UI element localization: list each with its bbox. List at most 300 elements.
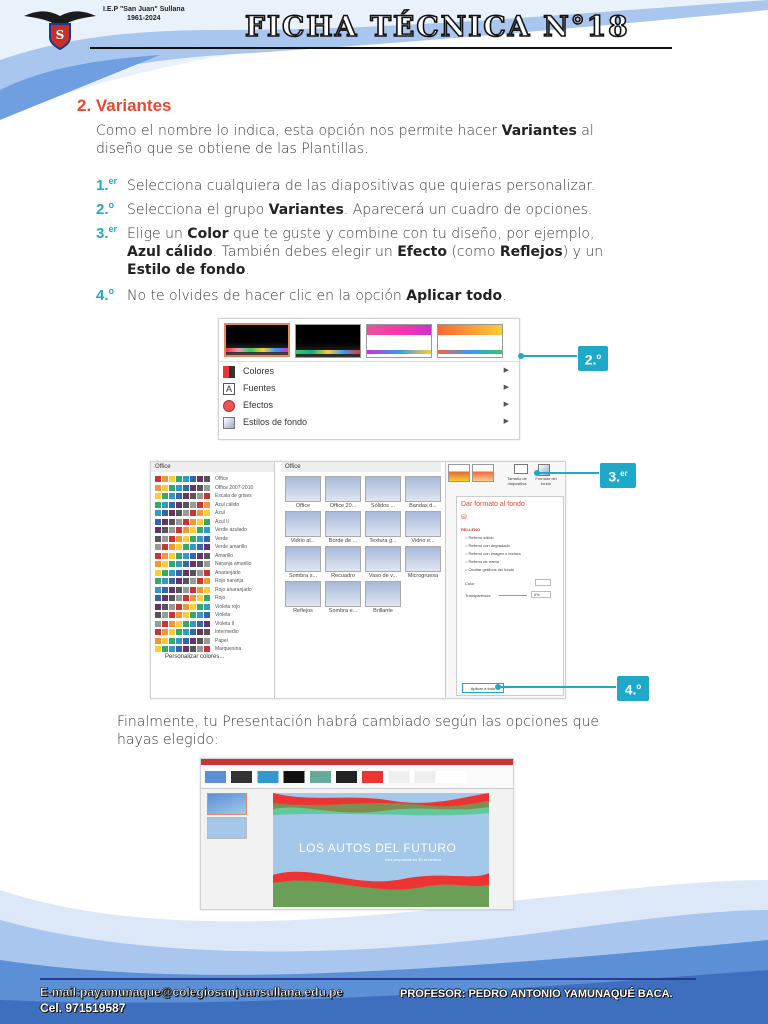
palette-row[interactable]	[155, 510, 225, 517]
step-number-sup: o	[108, 200, 115, 210]
color-swatch	[204, 612, 210, 618]
palette-row[interactable]	[155, 485, 253, 492]
effect-tile[interactable]	[285, 546, 321, 572]
step-text: que te guste y combine con tu diseño, por ejemplo,	[228, 226, 595, 242]
fill-option[interactable]	[465, 535, 494, 540]
menu-item-colores[interactable]	[221, 363, 517, 379]
palette-row[interactable]	[155, 646, 241, 653]
effect-label: Brillante	[373, 608, 393, 614]
color-swatch	[162, 638, 168, 644]
step-bold: Estilo de fondo	[127, 262, 246, 278]
intro-paragraph	[96, 122, 696, 158]
callout-line-2	[521, 355, 577, 357]
color-swatch	[190, 595, 196, 601]
slide-size-button[interactable]: Tamaño de diapositiva	[507, 476, 527, 486]
fill-option[interactable]	[465, 567, 514, 572]
effect-label: Sombra s...	[288, 573, 318, 579]
color-swatch	[155, 510, 161, 516]
palette-name: Marquesina	[215, 646, 242, 653]
palette-row[interactable]	[155, 519, 229, 526]
effect-label: Vidrio e...	[411, 538, 435, 544]
palette-name: Azul II	[215, 518, 229, 525]
color-swatch	[204, 578, 210, 584]
color-swatch	[169, 578, 175, 584]
badge-number: 3.	[608, 468, 621, 485]
mini-variant[interactable]	[472, 464, 494, 482]
color-swatch	[155, 476, 161, 482]
color-swatch	[183, 536, 189, 542]
color-swatch	[169, 502, 175, 508]
palette-row[interactable]	[155, 527, 247, 534]
mini-variant[interactable]	[448, 464, 470, 482]
color-swatch	[162, 519, 168, 525]
intro-text: diseño que se obtiene de las Plantillas.	[96, 141, 369, 157]
color-swatch	[169, 646, 175, 652]
color-swatch	[176, 502, 182, 508]
color-swatch	[162, 553, 168, 559]
palette-row[interactable]	[155, 604, 240, 611]
step-bold: Variantes	[268, 202, 344, 218]
color-picker[interactable]	[535, 579, 551, 586]
color-swatch	[197, 638, 203, 644]
customize-colors-link[interactable]: Personalizar colores...	[165, 654, 225, 660]
step-1-number	[96, 176, 117, 194]
color-swatch	[162, 646, 168, 652]
transparency-label: Transparencia	[465, 593, 491, 598]
color-swatch	[190, 646, 196, 652]
color-swatch	[169, 485, 175, 491]
color-swatch	[155, 527, 161, 533]
step-text: .	[502, 288, 507, 304]
color-swatch	[162, 587, 168, 593]
color-swatch	[197, 587, 203, 593]
effect-tile[interactable]	[325, 476, 361, 502]
header-divider	[90, 47, 672, 49]
color-swatch	[204, 536, 210, 542]
palette-row[interactable]	[155, 587, 252, 594]
slide-thumbnail[interactable]	[207, 817, 247, 839]
color-swatch	[176, 527, 182, 533]
color-swatch	[169, 604, 175, 610]
color-swatch	[204, 629, 210, 635]
fill-option-label: Ocultar gráficos del fondo	[468, 567, 515, 572]
color-swatch	[190, 578, 196, 584]
svg-text:S: S	[55, 28, 65, 42]
step-text: ) y un	[562, 244, 604, 260]
color-swatch	[176, 604, 182, 610]
palette-row[interactable]	[155, 553, 233, 560]
callout-dot	[518, 353, 524, 359]
palette-row[interactable]	[155, 502, 239, 509]
effects-gallery	[281, 462, 441, 612]
effect-tile[interactable]	[325, 581, 361, 607]
palette-name: Escala de grises	[215, 493, 252, 500]
color-swatch	[176, 476, 182, 482]
variant-thumbnail[interactable]	[366, 324, 432, 358]
color-swatch	[169, 621, 175, 627]
color-swatch	[162, 485, 168, 491]
color-swatch	[204, 553, 210, 559]
menu-item-fuentes[interactable]	[221, 380, 517, 396]
color-swatch	[162, 570, 168, 576]
color-swatch	[183, 553, 189, 559]
color-swatch	[197, 493, 203, 499]
callout-line-4	[498, 686, 616, 688]
palette-row[interactable]	[155, 578, 243, 585]
options-panel-screenshot	[150, 461, 566, 699]
color-swatch	[176, 510, 182, 516]
color-swatch	[183, 638, 189, 644]
color-swatch	[190, 570, 196, 576]
callout-badge-3	[600, 463, 636, 488]
color-swatch	[183, 476, 189, 482]
paint-bucket-icon: ⛁	[461, 513, 467, 521]
color-swatch	[190, 476, 196, 482]
intro-bold: Variantes	[501, 123, 577, 139]
callout-badge-2	[578, 346, 608, 371]
chevron-right-icon: ▶	[503, 401, 509, 408]
color-swatch	[190, 510, 196, 516]
effect-label: Borde de ...	[328, 538, 358, 544]
effect-tile[interactable]	[365, 546, 401, 572]
palette-row[interactable]	[155, 544, 247, 551]
color-swatch	[176, 519, 182, 525]
color-swatch	[169, 476, 175, 482]
fill-option-label: Relleno con imagen o textura	[468, 551, 521, 556]
color-swatch	[190, 536, 196, 542]
color-swatch	[204, 519, 210, 525]
color-swatch	[183, 612, 189, 618]
step-3-text	[127, 225, 717, 279]
menu-item-estilos-fondo[interactable]	[221, 414, 517, 430]
menu-divider	[219, 361, 519, 362]
step-text: . También debes elegir un	[212, 244, 398, 260]
color-swatch	[169, 536, 175, 542]
badge-sup: er	[620, 469, 628, 478]
palette-name: Violeta	[215, 612, 231, 619]
color-swatch	[155, 536, 161, 542]
effect-label: Bandas d...	[409, 503, 437, 509]
palette-name: Intermedio	[215, 629, 239, 636]
color-swatch	[169, 587, 175, 593]
color-swatch	[176, 595, 182, 601]
color-swatch	[162, 544, 168, 550]
color-swatch	[197, 536, 203, 542]
step-bold: Reflejos	[499, 244, 563, 260]
color-swatch	[176, 544, 182, 550]
color-swatch	[197, 485, 203, 491]
color-swatch	[183, 510, 189, 516]
color-swatch	[162, 578, 168, 584]
effect-label: Microgruesa	[407, 573, 439, 579]
color-swatch	[190, 621, 196, 627]
themes-gallery[interactable]	[205, 771, 467, 783]
menu-item-label: Estilos de fondo	[243, 417, 308, 427]
effect-tile[interactable]	[405, 511, 441, 537]
color-swatch	[176, 646, 182, 652]
color-swatch	[176, 553, 182, 559]
effect-label: Office 20...	[329, 503, 357, 509]
menu-item-label: Colores	[243, 366, 275, 376]
palette-name: Verde azulado	[215, 527, 247, 534]
color-swatch	[204, 476, 210, 482]
slide-size-icon	[514, 464, 528, 474]
step-4-number	[96, 286, 114, 304]
color-swatch	[197, 544, 203, 550]
palette-name: Naranja amarillo	[215, 561, 252, 568]
closing-text: hayas elegido:	[117, 732, 219, 748]
palette-name: Rojo anaranjado	[215, 586, 252, 593]
badge-sup: o	[636, 682, 642, 691]
color-swatch	[204, 527, 210, 533]
effect-tile[interactable]	[365, 511, 401, 537]
fill-option[interactable]	[465, 559, 499, 564]
palette-name: Papel	[215, 637, 228, 644]
color-swatch	[162, 493, 168, 499]
fill-option[interactable]	[465, 543, 510, 548]
effect-label: Sólidos ...	[370, 503, 396, 509]
intro-text: Como el nombre lo indica, esta opción nos permite hacer	[96, 123, 502, 139]
school-emblem	[22, 4, 98, 50]
color-swatch	[155, 493, 161, 499]
slide-subtitle: Una propuesta en 3D la belleza	[385, 857, 442, 862]
menu-item-label: Fuentes	[243, 383, 276, 393]
footer-email: E-mail:payamunaque@colegiosanjuansullana.edu.pe	[40, 985, 344, 999]
palette-row[interactable]	[155, 638, 228, 645]
palette-row[interactable]	[155, 629, 239, 636]
step-text: .	[245, 262, 250, 278]
color-swatch	[197, 612, 203, 618]
effect-label: Vaso de v...	[368, 573, 398, 579]
palette-row[interactable]	[155, 621, 234, 628]
fill-option[interactable]	[465, 551, 521, 556]
color-swatch	[190, 485, 196, 491]
callout-badge-4	[617, 676, 649, 701]
color-swatch	[183, 570, 189, 576]
color-swatch	[162, 527, 168, 533]
color-swatch	[169, 544, 175, 550]
color-swatch	[204, 544, 210, 550]
color-swatch	[197, 570, 203, 576]
closing-text: Finalmente, tu Presentación habrá cambiado según las opciones que	[117, 714, 600, 730]
final-presentation-screenshot	[200, 758, 514, 910]
variant-thumbnail[interactable]	[437, 324, 503, 358]
color-swatch	[176, 629, 182, 635]
color-swatch	[197, 595, 203, 601]
effect-tile[interactable]	[325, 546, 361, 572]
color-swatch	[190, 587, 196, 593]
transparency-slider[interactable]	[499, 595, 527, 596]
effect-tile[interactable]	[365, 476, 401, 502]
color-swatch	[197, 502, 203, 508]
color-swatch	[169, 629, 175, 635]
color-swatch	[190, 544, 196, 550]
step-bold: Aplicar todo	[406, 288, 503, 304]
color-swatch	[197, 604, 203, 610]
fill-option-label: Relleno con degradado	[468, 543, 510, 548]
school-name	[103, 5, 185, 23]
palette-row[interactable]	[155, 570, 241, 577]
color-swatch	[204, 561, 210, 567]
callout-dot	[495, 684, 501, 690]
effect-tile[interactable]	[365, 581, 401, 607]
format-background-button[interactable]: Formato del fondo	[535, 476, 557, 486]
page-title: FICHA TÉCNICA N°18	[245, 10, 630, 43]
school-name-line: I.E.P "San Juan" Sullana	[103, 6, 185, 13]
color-swatch	[176, 561, 182, 567]
step-text: . Aparecerá un cuadro de opciones.	[343, 202, 593, 218]
effect-tile[interactable]	[325, 511, 361, 537]
color-swatch	[155, 553, 161, 559]
color-swatch	[162, 621, 168, 627]
effect-tile[interactable]	[285, 581, 321, 607]
background-styles-icon	[223, 417, 235, 429]
color-swatch	[190, 612, 196, 618]
apply-all-button[interactable]: Aplicar a todo	[462, 683, 504, 693]
intro-text: al	[576, 123, 594, 139]
palette-name: Violeta rojo	[215, 603, 240, 610]
color-swatch	[204, 502, 210, 508]
color-swatch	[183, 646, 189, 652]
effect-tile[interactable]	[405, 476, 441, 502]
fill-section-label: RELLENO	[461, 527, 481, 532]
menu-item-label: Efectos	[243, 400, 274, 410]
color-swatch	[204, 587, 210, 593]
format-background-area	[445, 462, 565, 698]
color-swatch	[169, 612, 175, 618]
color-swatch	[169, 510, 175, 516]
color-swatch	[197, 476, 203, 482]
color-palette-list	[151, 462, 275, 698]
color-swatch	[183, 629, 189, 635]
closing-paragraph	[117, 713, 717, 749]
color-swatch	[190, 502, 196, 508]
color-swatch	[155, 502, 161, 508]
palette-row[interactable]	[155, 595, 225, 602]
color-swatch	[204, 638, 210, 644]
palette-row[interactable]	[155, 612, 230, 619]
main-slide	[273, 793, 489, 907]
step-number-text: 4.	[96, 287, 109, 304]
step-number-sup: er	[108, 176, 118, 186]
color-swatch	[176, 621, 182, 627]
footer-phone: Cel. 971519587	[40, 1001, 126, 1015]
color-swatch	[204, 595, 210, 601]
transparency-value[interactable]: 0%	[531, 591, 551, 598]
palette-row[interactable]	[155, 536, 228, 543]
color-swatch	[183, 587, 189, 593]
palette-name: Office	[215, 476, 228, 483]
color-swatch	[190, 629, 196, 635]
step-bold: Efecto	[397, 244, 447, 260]
palette-row[interactable]	[155, 493, 252, 500]
variant-thumbnail[interactable]	[224, 323, 290, 357]
effects-icon	[223, 400, 235, 412]
color-swatch	[183, 604, 189, 610]
color-swatch	[169, 553, 175, 559]
color-swatch	[183, 621, 189, 627]
palette-name: Azul cálido	[215, 501, 240, 508]
color-swatch	[176, 570, 182, 576]
color-swatch	[197, 578, 203, 584]
slide-thumbnail[interactable]	[207, 793, 247, 815]
palette-row[interactable]	[155, 476, 228, 483]
color-swatch	[204, 510, 210, 516]
variant-thumbnail[interactable]	[295, 324, 361, 358]
radio-icon: ○	[465, 567, 469, 572]
color-swatch	[183, 544, 189, 550]
color-swatch	[197, 629, 203, 635]
effect-tile[interactable]	[405, 546, 441, 572]
color-swatch	[204, 485, 210, 491]
color-swatch	[183, 527, 189, 533]
step-text: No te olvides de hacer clic en la opción	[127, 288, 407, 304]
color-swatch	[155, 587, 161, 593]
color-swatch	[155, 646, 161, 652]
color-swatch	[190, 561, 196, 567]
step-text: Selecciona el grupo	[127, 202, 269, 218]
color-swatch	[169, 561, 175, 567]
step-bold: Azul cálido	[127, 244, 213, 260]
color-swatch	[176, 493, 182, 499]
color-swatch	[155, 604, 161, 610]
color-swatch	[190, 604, 196, 610]
palette-row[interactable]	[155, 561, 251, 568]
palette-name: Rojo	[215, 595, 226, 602]
variants-dropdown-screenshot	[218, 318, 520, 440]
color-swatch	[197, 553, 203, 559]
color-swatch	[155, 612, 161, 618]
color-swatch	[162, 502, 168, 508]
fonts-icon: A	[223, 383, 235, 395]
chevron-right-icon: ▶	[503, 367, 509, 374]
fill-option-label: Relleno sólido	[468, 535, 494, 540]
color-swatch	[204, 621, 210, 627]
format-pane-title: Dar formato al fondo	[461, 501, 525, 508]
effect-tile[interactable]	[285, 511, 321, 537]
radio-icon: ○	[465, 535, 469, 540]
palette-header: Office	[151, 462, 274, 472]
palette-name: Violeta II	[215, 620, 235, 627]
palette-name: Azul	[215, 510, 225, 517]
menu-item-efectos[interactable]	[221, 397, 517, 413]
color-swatch	[197, 561, 203, 567]
format-pane	[456, 496, 564, 696]
color-swatch	[169, 493, 175, 499]
step-number-text: 1.	[96, 177, 109, 194]
color-swatch	[197, 527, 203, 533]
step-2-text	[127, 201, 707, 219]
format-background-icon	[538, 464, 550, 476]
effect-tile[interactable]	[285, 476, 321, 502]
chevron-right-icon: ▶	[503, 384, 509, 391]
color-swatch	[183, 502, 189, 508]
color-swatch	[197, 519, 203, 525]
color-swatch	[155, 485, 161, 491]
color-swatch	[204, 604, 210, 610]
effect-label: Vidrio al...	[290, 538, 316, 544]
color-swatch	[183, 595, 189, 601]
step-number-sup: o	[108, 286, 115, 296]
step-number-text: 2.	[96, 201, 109, 218]
callout-dot	[534, 470, 540, 476]
color-swatch	[204, 570, 210, 576]
ribbon	[201, 765, 513, 789]
color-swatch	[169, 570, 175, 576]
color-swatch	[162, 510, 168, 516]
step-number-text: 3.	[96, 225, 109, 242]
color-swatch	[190, 527, 196, 533]
